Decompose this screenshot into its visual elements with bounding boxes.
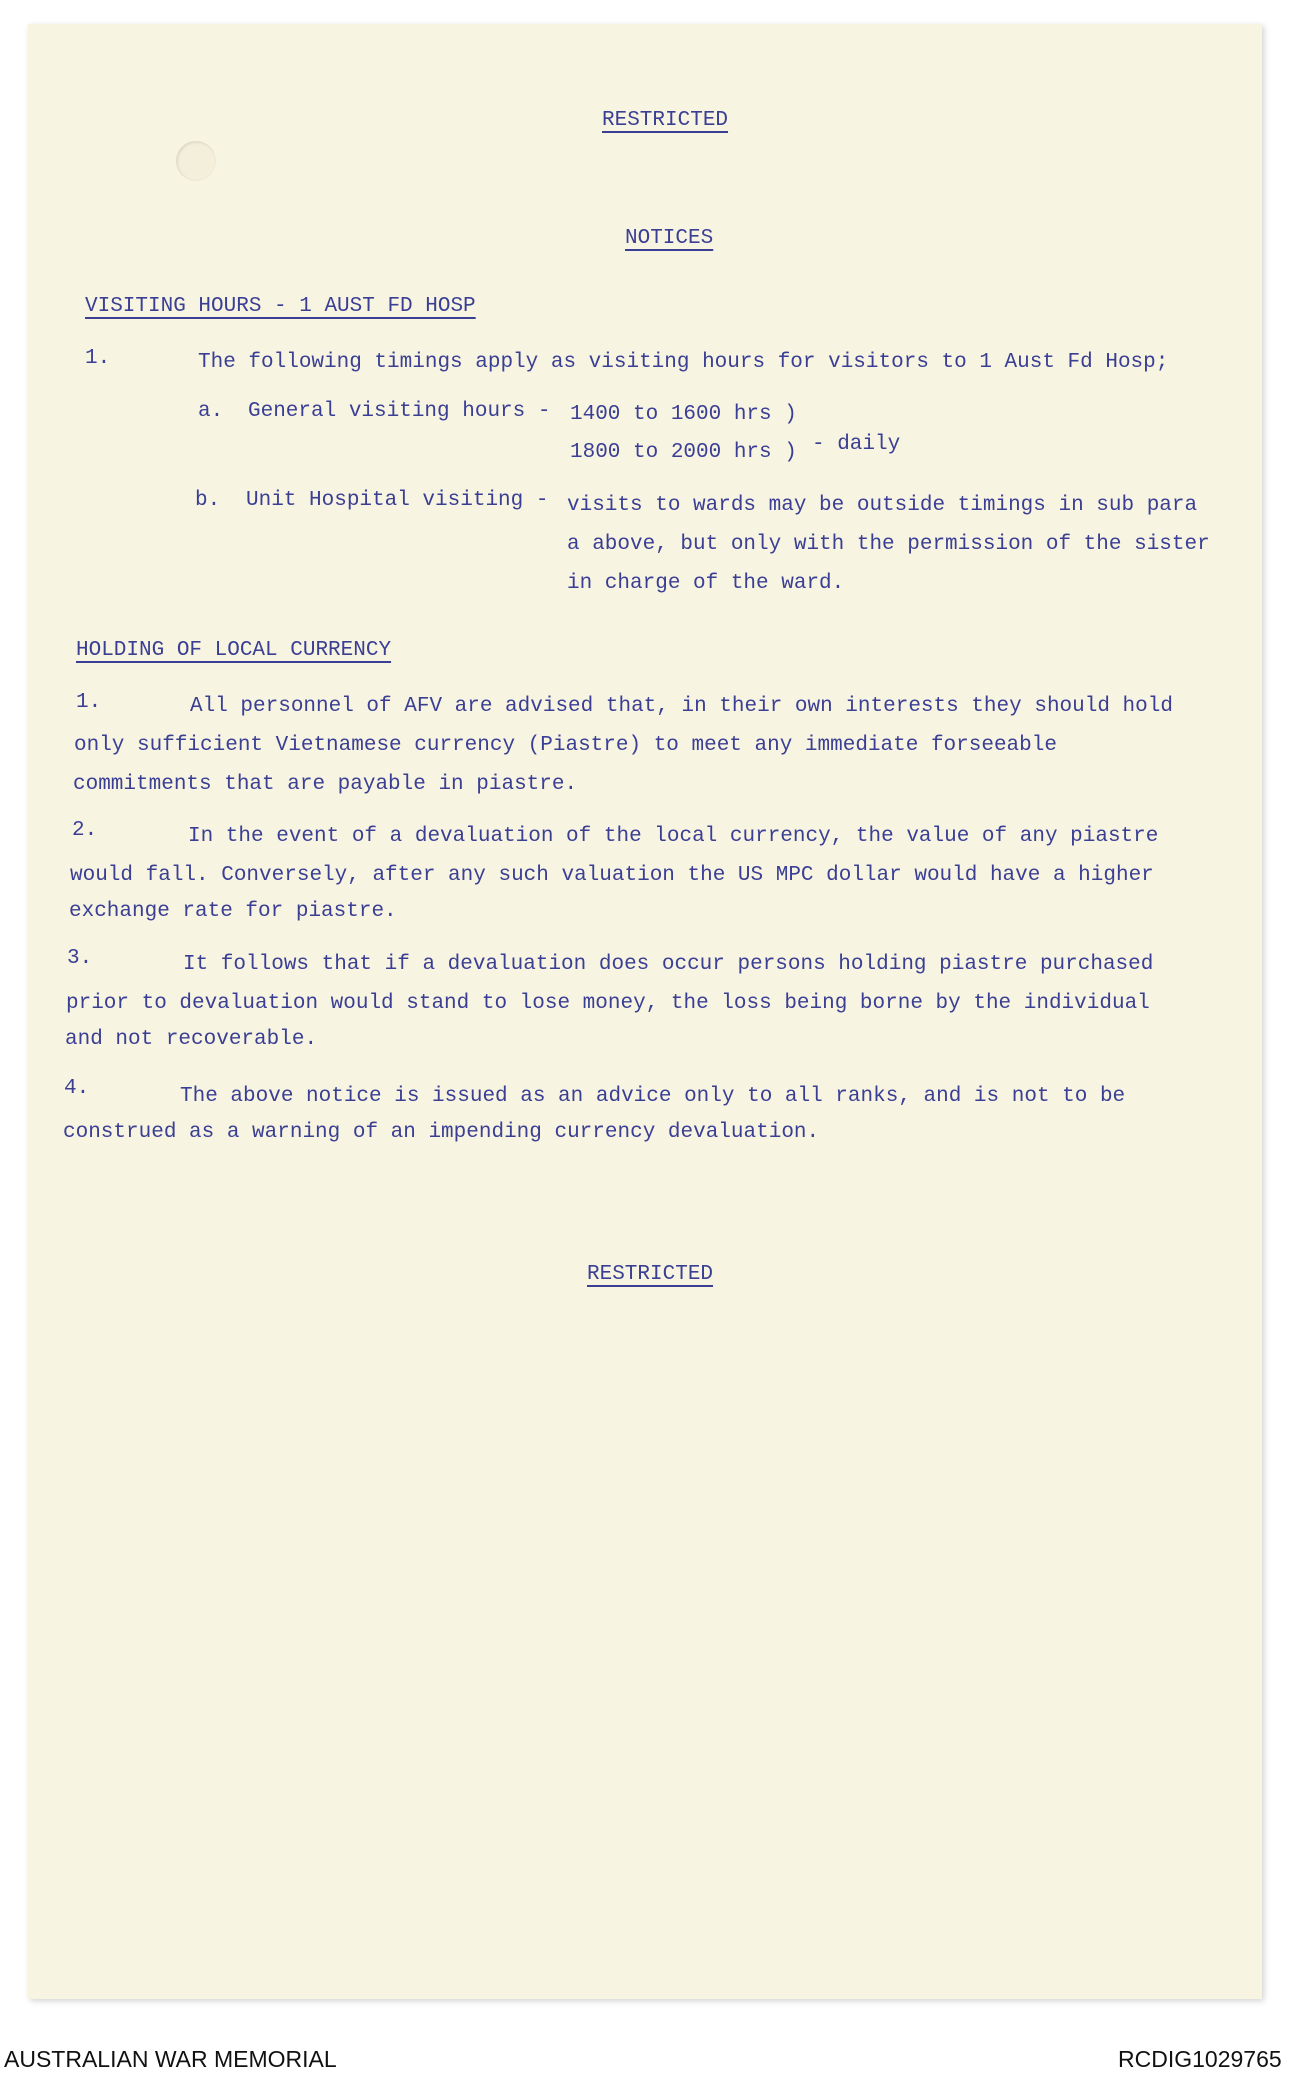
- item-label-b: b.: [195, 489, 221, 512]
- punch-hole: [176, 141, 216, 181]
- item-b-line: in charge of the ward.: [567, 572, 845, 595]
- paragraph-text: exchange rate for piastre.: [69, 900, 397, 923]
- paragraph-text: commitments that are payable in piastre.: [73, 773, 578, 796]
- paragraph-number: 1.: [85, 347, 111, 370]
- archive-reference: RCDIG1029765: [1118, 2046, 1282, 2072]
- paragraph-text: prior to devaluation would stand to lose money, the loss being borne by the individual: [66, 992, 1150, 1015]
- paragraph-text: construed as a warning of an impending currency devaluation.: [63, 1121, 820, 1144]
- paragraph-text: In the event of a devaluation of the local currency, the value of any piastre: [188, 825, 1159, 848]
- paragraph-text: All personnel of AFV are advised that, in their own interests they should hold: [190, 695, 1173, 718]
- page-title: NOTICES: [625, 227, 714, 250]
- visiting-time-1: 1400 to 1600 hrs ): [570, 403, 797, 426]
- item-label-a: a.: [198, 400, 224, 423]
- visiting-time-2: 1800 to 2000 hrs ): [570, 441, 797, 464]
- section-heading-local-currency: HOLDING OF LOCAL CURRENCY: [76, 639, 392, 662]
- item-b-line: visits to wards may be outside timings in sub para: [567, 494, 1198, 517]
- item-a-text: General visiting hours -: [248, 400, 551, 423]
- archive-institution: AUSTRALIAN WAR MEMORIAL: [4, 2046, 337, 2072]
- visiting-daily: - daily: [812, 433, 901, 456]
- paragraph-text: It follows that if a devaluation does occur persons holding piastre purchased: [183, 953, 1154, 976]
- paragraph-number: 1.: [76, 691, 102, 714]
- paragraph-text: would fall. Conversely, after any such valuation the US MPC dollar would have a higher: [70, 864, 1154, 887]
- paragraph-text: The above notice is issued as an advice only to all ranks, and is not to be: [180, 1085, 1126, 1108]
- paragraph-text: only sufficient Vietnamese currency (Piastre) to meet any immediate forseeable: [74, 734, 1057, 757]
- paragraph-number: 4.: [64, 1077, 90, 1100]
- header-classification: RESTRICTED: [602, 109, 729, 132]
- paragraph-number: 2.: [72, 819, 98, 842]
- item-b-text: Unit Hospital visiting -: [246, 489, 549, 512]
- footer-classification: RESTRICTED: [587, 1263, 714, 1286]
- paragraph-text: The following timings apply as visiting hours for visitors to 1 Aust Fd Hosp;: [198, 351, 1169, 374]
- item-b-line: a above, but only with the permission of the sister: [567, 533, 1210, 556]
- paragraph-text: and not recoverable.: [65, 1028, 318, 1051]
- section-heading-visiting-hours: VISITING HOURS - 1 AUST FD HOSP: [85, 295, 476, 318]
- paragraph-number: 3.: [67, 947, 93, 970]
